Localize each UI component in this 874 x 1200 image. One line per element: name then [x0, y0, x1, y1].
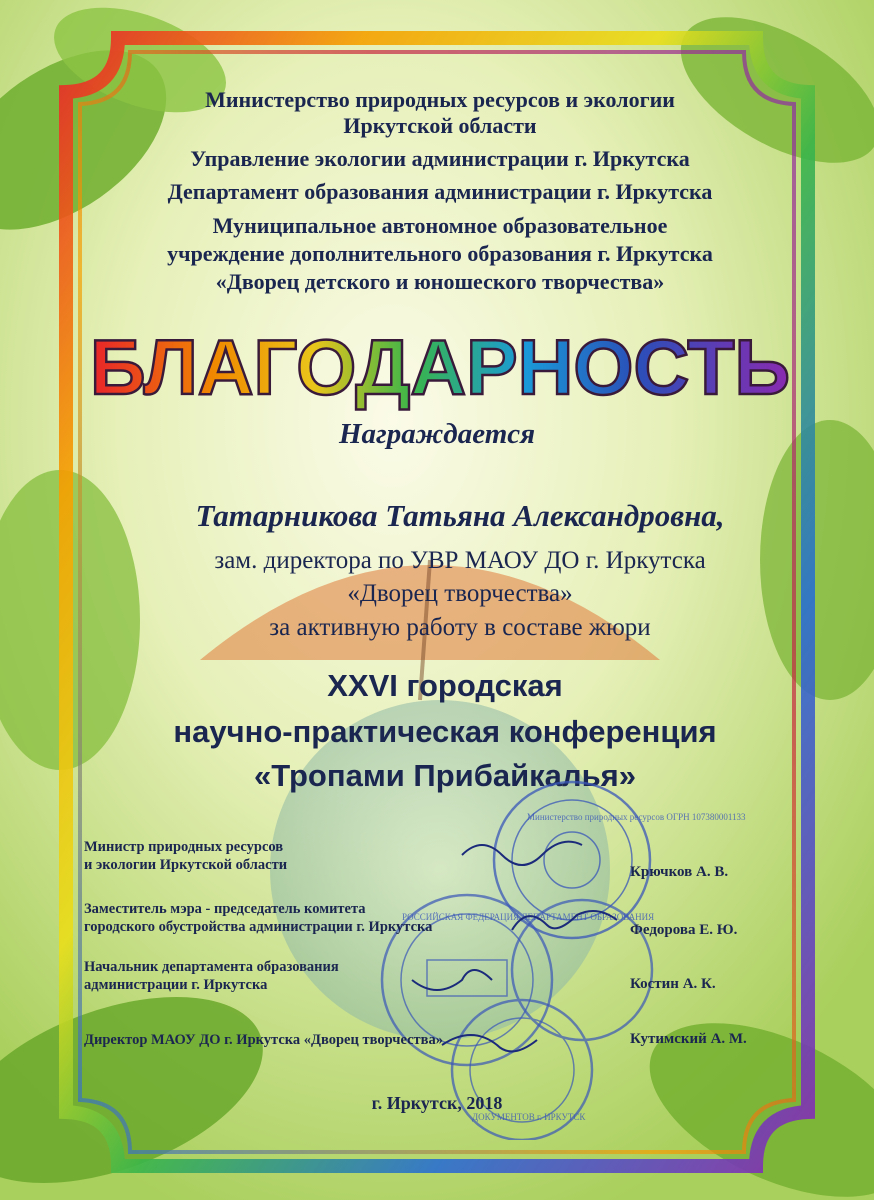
- signature-1: [462, 842, 582, 865]
- signatory-2-title: [84, 900, 432, 936]
- header-line-4: Департамент образования администрации г. Иркутска: [167, 179, 713, 204]
- signatory-3-title: [84, 958, 339, 994]
- official-stamps: [372, 780, 762, 1140]
- certificate-title: [40, 316, 840, 431]
- signatory-2-title-line1: Заместитель мэра - председатель комитета: [84, 901, 366, 917]
- signatory-4-name: Кутимский А. М.: [630, 1031, 747, 1047]
- signatory-2-name: Федорова Е. Ю.: [630, 922, 738, 938]
- signatory-1-title-line1: Министр природных ресурсов: [84, 839, 284, 855]
- conference-line-1: XXVI городская: [327, 668, 563, 703]
- header-line-3: Управление экологии администрации г. Иркутска: [190, 146, 690, 171]
- conference-line-2: научно-практическая конференция: [173, 714, 717, 749]
- recipient-position: зам. директора по УВР МАОУ ДО г. Иркутска: [214, 547, 706, 574]
- conference-line-3: «Тропами Прибайкалья»: [254, 758, 636, 793]
- signature-3: [412, 970, 492, 990]
- signatory-3-name: Костин А. К.: [630, 976, 716, 992]
- header-line-6: учреждение дополнительного образования г. Иркутска: [167, 241, 713, 266]
- signatory-4-title: [84, 1031, 443, 1049]
- recipient-name: Татарникова Татьяна Александровна,: [195, 498, 725, 533]
- header-line-2: Иркутской области: [343, 113, 537, 138]
- signatory-1-title: [84, 838, 287, 874]
- header-line-5: Муниципальное автономное образовательное: [212, 213, 668, 238]
- signatory-3-title-line1: Начальник департамента образования: [84, 959, 339, 975]
- stamp2-text: РОССИЙСКАЯ ФЕДЕРАЦИЯ ДЕПАРТАМЕНТ ОБРАЗОВАНИЯ: [402, 912, 655, 922]
- award-reason: за активную работу в составе жюри: [269, 614, 651, 641]
- signatory-3-title-line2: администрации г. Иркутска: [84, 977, 268, 993]
- title-text: БЛАГОДАРНОСТЬ: [90, 323, 790, 411]
- place-and-date: г. Иркутск, 2018: [371, 1093, 503, 1113]
- award-label: Награждается: [338, 418, 536, 450]
- signatory-4-title-line1: Директор МАОУ ДО г. Иркутска «Дворец творчества»: [84, 1032, 443, 1048]
- stamp1-text: Министерство природных ресурсов ОГРН 107380001133: [527, 812, 746, 822]
- signatory-1-name: Крючков А. В.: [630, 864, 729, 880]
- header-line-7: «Дворец детского и юношеского творчества»: [215, 269, 665, 294]
- header-line-1: Министерство природных ресурсов и экологии: [205, 87, 675, 112]
- signatory-2-title-line2: городского обустройства администрации г. Иркутска: [84, 919, 433, 935]
- stamp3-text: ДОКУМЕНТОВ г. ИРКУТСК: [472, 1112, 586, 1122]
- recipient-org: «Дворец творчества»: [347, 580, 573, 607]
- signatory-1-title-line2: и экологии Иркутской области: [84, 857, 288, 873]
